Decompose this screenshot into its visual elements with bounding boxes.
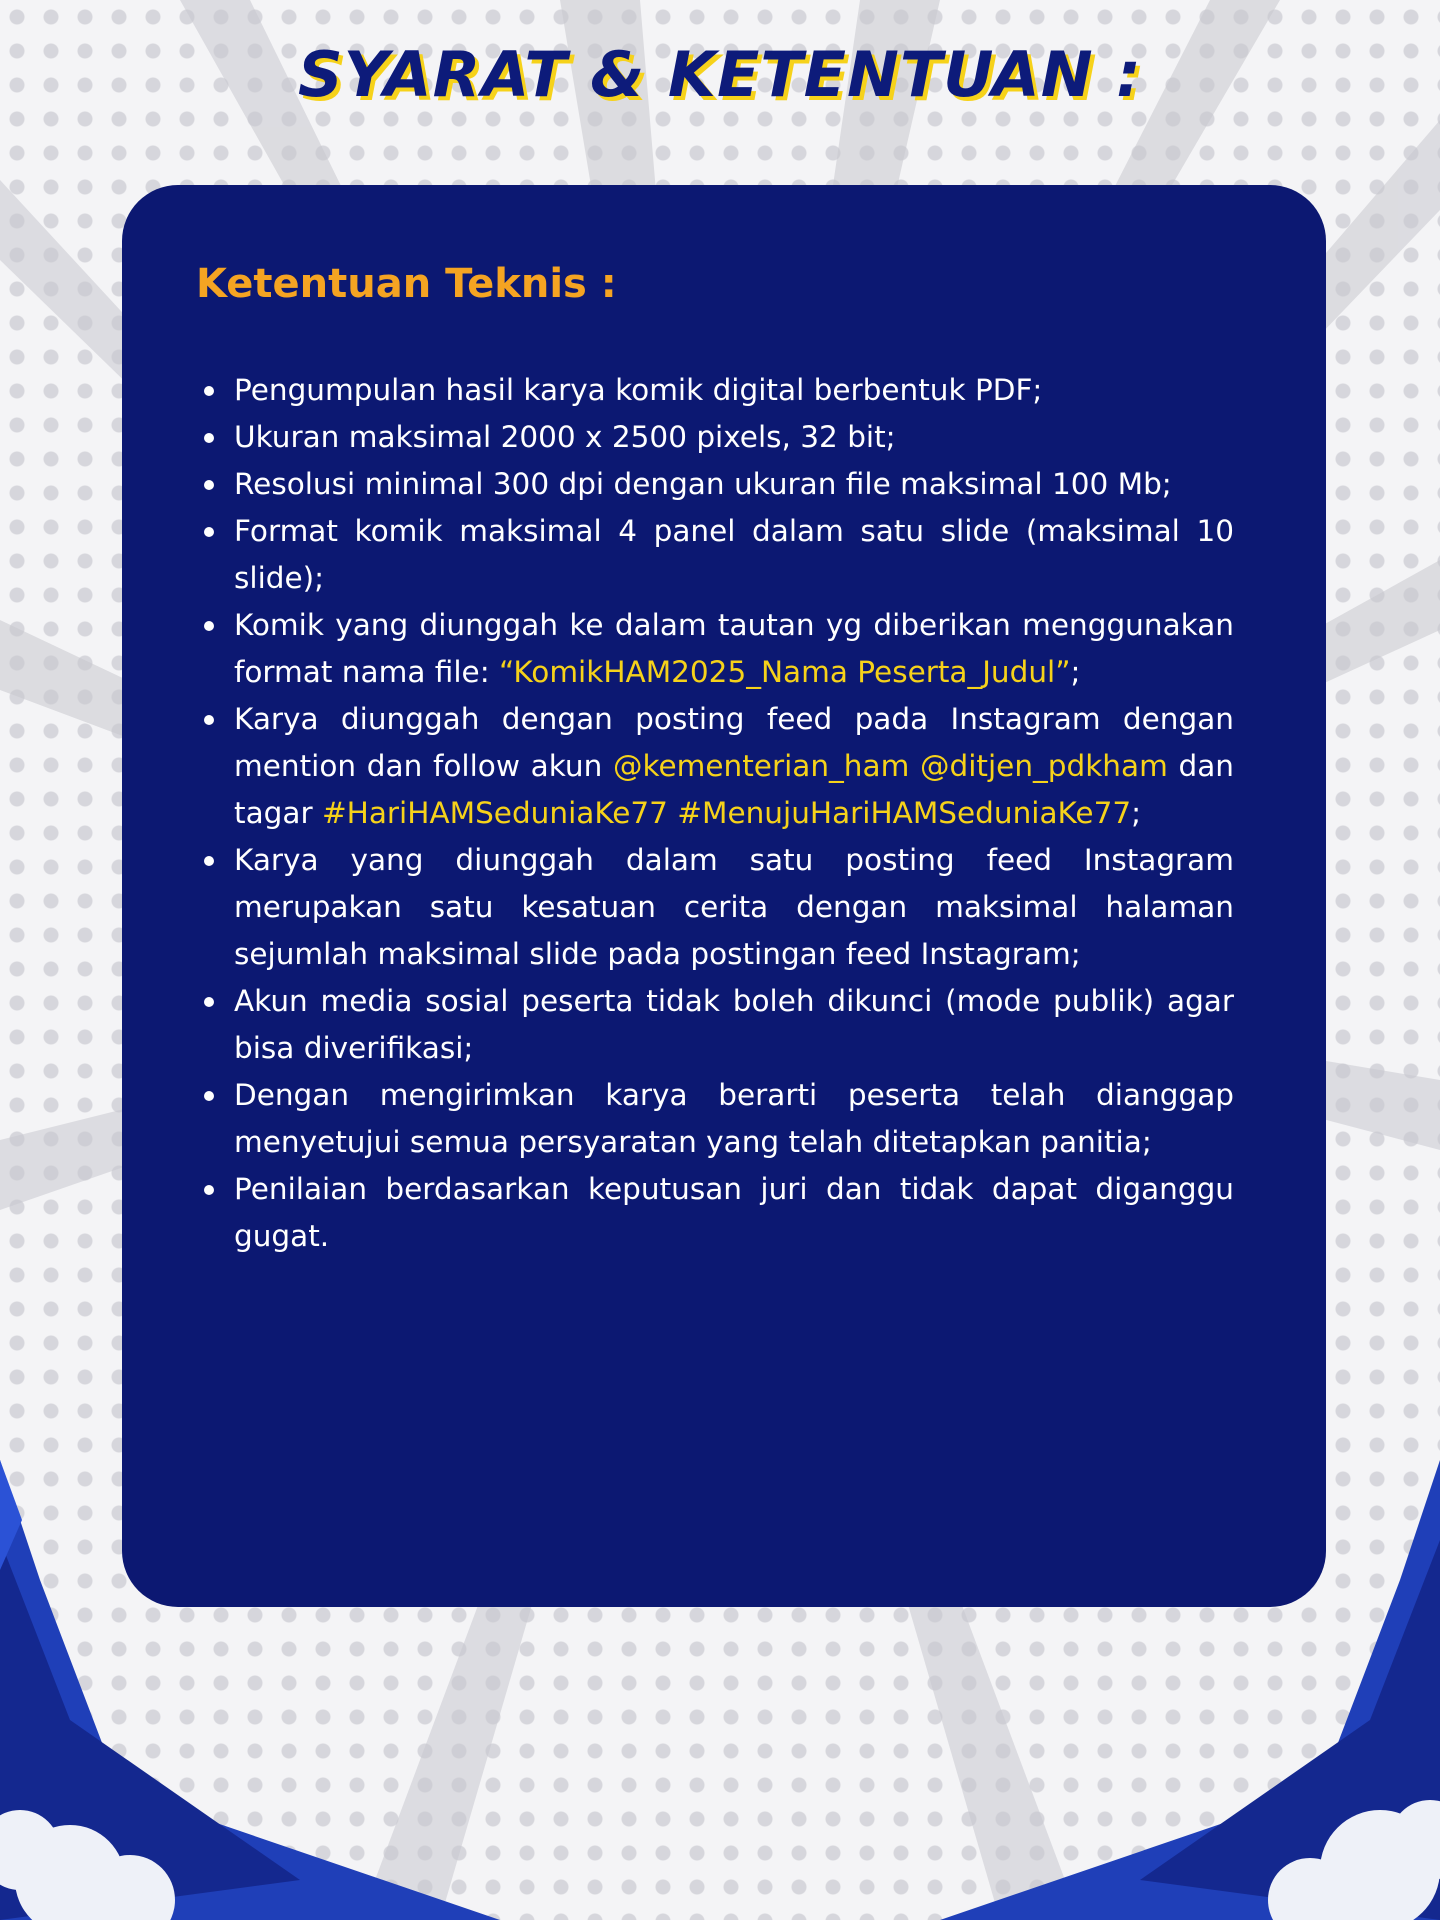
rule-text: Pengumpulan hasil karya komik digital berbentuk PDF; (234, 373, 1043, 407)
rule-item (196, 1166, 1234, 1260)
rule-item (196, 602, 1234, 696)
rule-text: Format komik maksimal 4 panel dalam satu slide (maksimal 10 slide); (234, 514, 1234, 595)
rule-text: Karya yang diunggah dalam satu posting feed Instagram merupakan satu kesatuan cerita dengan maksimal halaman sejumlah maksimal slide pada postingan feed Instagram; (234, 843, 1234, 971)
rule-highlight: @kementerian_ham @ditjen_pdkham (612, 749, 1168, 783)
rule-text: Ukuran maksimal 2000 x 2500 pixels, 32 bit; (234, 420, 896, 454)
rule-highlight: “KomikHAM2025_Nama Peserta_Judul” (499, 655, 1071, 689)
rule-item (196, 414, 1234, 461)
rule-text: Resolusi minimal 300 dpi dengan ukuran file maksimal 100 Mb; (234, 467, 1172, 501)
rule-text: ; (1070, 655, 1081, 689)
rules-list (196, 367, 1234, 1260)
rule-highlight: #HariHAMSeduniaKe77 #MenujuHariHAMSeduniaKe77 (321, 796, 1132, 830)
page-title: SYARAT & KETENTUAN : (298, 38, 1142, 111)
rule-text: Akun media sosial peserta tidak boleh dikunci (mode publik) agar bisa diverifikasi; (234, 984, 1234, 1065)
rule-item (196, 696, 1234, 837)
rule-text: Komik yang diunggah ke dalam tautan yg diberikan menggunakan format nama file: (234, 608, 1234, 689)
rule-item (196, 508, 1234, 602)
card-heading: Ketentuan Teknis : (196, 261, 617, 307)
rules-card (122, 185, 1326, 1607)
rule-item (196, 1072, 1234, 1166)
rule-text: Penilaian berdasarkan keputusan juri dan tidak dapat diganggu gugat. (234, 1172, 1234, 1253)
rule-item (196, 461, 1234, 508)
rule-item (196, 978, 1234, 1072)
rule-text: ; (1131, 796, 1142, 830)
rule-item (196, 367, 1234, 414)
rule-text: Dengan mengirimkan karya berarti peserta telah dianggap menyetujui semua persyaratan yang telah ditetapkan panitia; (234, 1078, 1234, 1159)
rule-text: dan tagar (234, 749, 1235, 830)
rule-item (196, 837, 1234, 978)
rule-text: Karya diunggah dengan posting feed pada Instagram dengan mention dan follow akun (234, 702, 1234, 783)
